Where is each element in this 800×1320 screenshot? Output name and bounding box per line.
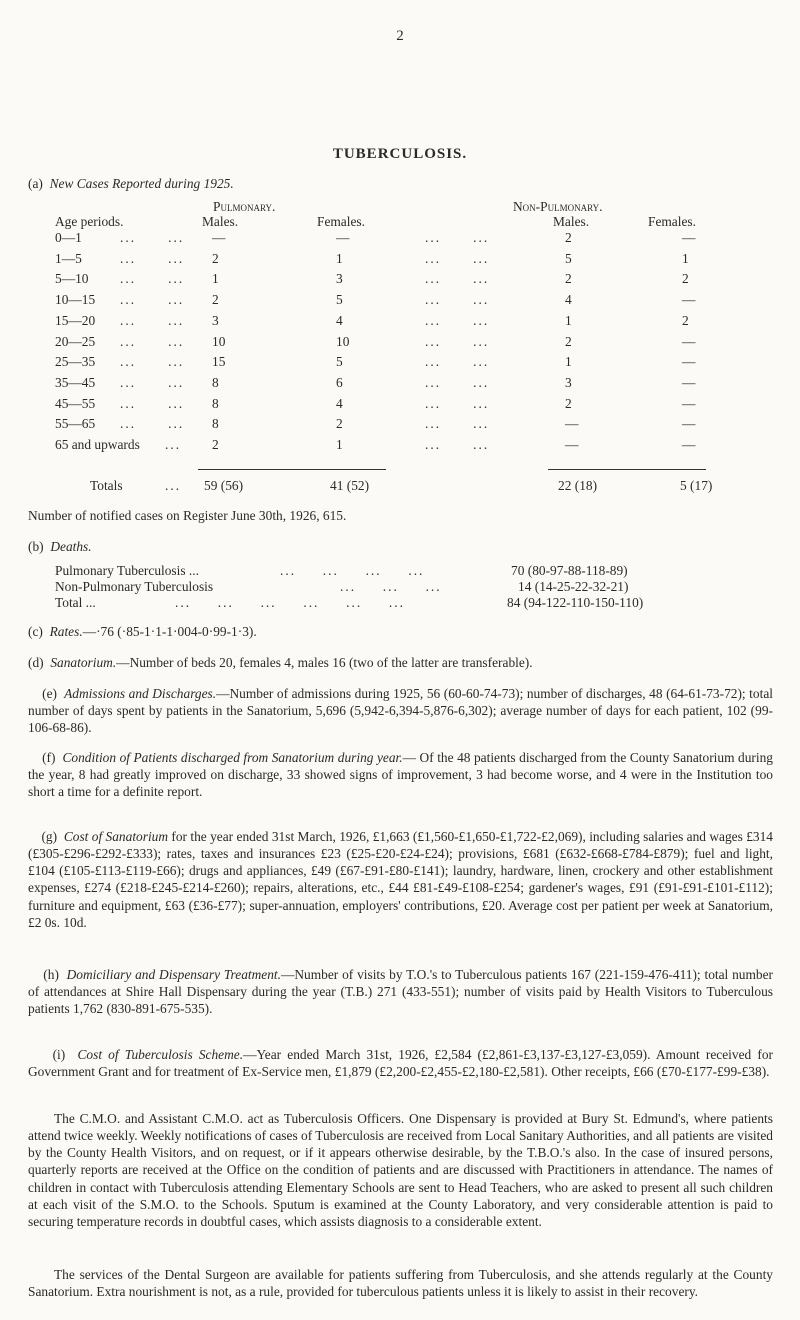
- section-b-title: Deaths.: [50, 539, 92, 554]
- deaths-row-pulmonary: [55, 562, 775, 578]
- pulmonary-group-header: Pulmonary.: [213, 199, 276, 214]
- age-period-cell: 65 and upwards: [55, 437, 140, 452]
- col-header-pulmonary-males: Males.: [202, 214, 239, 229]
- leader-dots: ... ...: [120, 312, 185, 328]
- totals-pulmonary-males: 59 (56): [204, 478, 244, 493]
- deaths-row-non-pulmonary: [55, 578, 775, 594]
- age-period-cell: 45—55: [55, 395, 96, 411]
- section-i-text: —Year ended March 31st, 1926, £2,584 (£2,861-£3,137-£3,127-£3,059). Amount received for Government Grant and for treatment of Ex-Service men, £1,879 (£2,200-£2,455-£2,180-£2,581). Other receipts, £66 (£70-£177-£99-£38).: [28, 1047, 773, 1080]
- pulmonary-females-cell: 5: [336, 292, 343, 308]
- col-header-non-pulmonary-males: Males.: [553, 214, 590, 229]
- non-pulmonary-females-cell: —: [682, 395, 696, 411]
- leader-dots: ... ...: [425, 292, 490, 308]
- pulmonary-females-cell: 4: [336, 312, 343, 328]
- pulmonary-females-cell: 4: [336, 395, 343, 411]
- pulmonary-males-cell: 10: [212, 333, 226, 349]
- page-number: 2: [396, 28, 404, 44]
- non-pulmonary-females-cell: —: [682, 230, 696, 245]
- section-a-title: New Cases Reported during 1925.: [49, 176, 234, 191]
- leader-dots: ... ...: [425, 354, 490, 370]
- leader-dots: ... ...: [120, 354, 185, 370]
- pulmonary-females-cell: 1: [336, 437, 343, 452]
- age-period-cell: 1—5: [55, 250, 82, 266]
- pulmonary-males-cell: 8: [212, 395, 219, 411]
- pulmonary-males-cell: 8: [212, 374, 219, 390]
- section-d-title: Sanatorium.: [50, 655, 117, 670]
- section-e-title: Admissions and Discharges.: [64, 686, 217, 701]
- non-pulmonary-females-cell: —: [682, 416, 696, 432]
- pulmonary-males-cell: 8: [212, 416, 219, 432]
- section-h-title: Domiciliary and Dispensary Treatment.: [66, 967, 281, 982]
- age-period-cell: 0—1: [55, 230, 82, 245]
- age-period-cell: 20—25: [55, 333, 96, 349]
- leader-dots: ... ...: [120, 395, 185, 411]
- section-g-label: (g): [41, 829, 58, 844]
- pulmonary-females-cell: —: [336, 230, 350, 245]
- non-pulmonary-males-cell: —: [565, 437, 579, 452]
- leader-dots: ... ...: [120, 333, 185, 349]
- section-g-title: Cost of Sanatorium: [63, 829, 169, 844]
- dental-surgeon-paragraph: The services of the Dental Surgeon are available for patients suffering from Tuberculosis, and she attends regularly at the County Sanatorium. Extra nourishment is not, as a rule, provided for tuberculous patients unless it is likely to assist in their recovery.: [28, 1267, 773, 1300]
- col-header-age: Age periods.: [55, 214, 124, 229]
- table-row: [0, 415, 800, 431]
- totals-label: Totals: [90, 478, 123, 493]
- deaths-label: Total ...: [55, 595, 96, 610]
- totals-rule-non-pulmonary: [548, 469, 706, 470]
- non-pulmonary-females-cell: —: [682, 354, 696, 370]
- pulmonary-females-cell: 5: [336, 354, 343, 370]
- section-a-heading: [28, 175, 234, 192]
- pulmonary-females-cell: 1: [336, 250, 343, 266]
- pulmonary-females-cell: 10: [336, 333, 350, 349]
- non-pulmonary-females-cell: —: [682, 292, 696, 308]
- leader-dots: ... ...: [120, 292, 185, 308]
- section-i-title: Cost of Tuberculosis Scheme.: [77, 1047, 244, 1062]
- section-e-label: (e): [42, 686, 58, 701]
- pulmonary-males-cell: 15: [212, 354, 226, 370]
- leader-dots: ... ...: [425, 250, 490, 266]
- non-pulmonary-males-cell: 1: [565, 354, 572, 370]
- section-h-text: —Number of visits by T.O.'s to Tuberculous patients 167 (221-159-476-411); total number of attendances at Shire Hall Dispensary during the year (T.B.) 271 (433-551); number of visits paid by Health Visitors to Tuberculous patients 1,762 (830-891-675-535).: [28, 967, 774, 1017]
- non-pulmonary-group-header: Non-Pulmonary.: [513, 199, 603, 214]
- section-f-label: (f): [42, 750, 56, 765]
- non-pulmonary-males-cell: 5: [565, 250, 572, 266]
- pulmonary-females-cell: 2: [336, 416, 343, 432]
- non-pulmonary-females-cell: —: [682, 437, 696, 452]
- totals-rule-pulmonary: [198, 469, 386, 470]
- section-c-label: (c): [28, 624, 43, 639]
- age-period-cell: 55—65: [55, 416, 96, 432]
- section-d-text: —Number of beds 20, females 4, males 16 (two of the latter are transferable).: [116, 655, 533, 670]
- section-f-text: — Of the 48 patients discharged from the County Sanatorium during the year, 8 had greatly improved on discharge, 33 showed signs of improvement, 3 had become worse, and 4 were in the Institution too short a time for a definite report.: [28, 750, 773, 800]
- age-period-cell: 15—20: [55, 312, 96, 328]
- deaths-value: 70 (80-97-88-118-89): [511, 563, 628, 578]
- deaths-value: 84 (94-122-110-150-110): [507, 595, 644, 610]
- table-row: [0, 250, 800, 266]
- section-d-label: (d): [28, 655, 44, 670]
- age-period-cell: 10—15: [55, 292, 96, 308]
- deaths-label: Pulmonary Tuberculosis ...: [55, 563, 199, 578]
- non-pulmonary-males-cell: —: [565, 416, 579, 432]
- table-row: [0, 270, 800, 286]
- pulmonary-males-cell: 2: [212, 250, 219, 266]
- table-row: [0, 436, 800, 452]
- leader-dots: ... ... ... ...: [280, 563, 425, 578]
- non-pulmonary-males-cell: 2: [565, 230, 572, 245]
- leader-dots: ... ...: [425, 416, 490, 432]
- pulmonary-males-cell: 1: [212, 271, 219, 287]
- register-note: Number of notified cases on Register June 30th, 1926, 615.: [28, 508, 347, 523]
- leader-dots: ... ...: [425, 437, 490, 452]
- section-b-heading: [28, 538, 92, 555]
- leader-dots: ... ...: [120, 416, 185, 432]
- page-title: TUBERCULOSIS.: [332, 146, 468, 162]
- section-c-title: Rates.: [49, 624, 83, 639]
- pulmonary-males-cell: 2: [212, 437, 219, 452]
- col-header-non-pulmonary-females: Females.: [648, 214, 696, 229]
- deaths-label: Non-Pulmonary Tuberculosis: [55, 579, 214, 594]
- table-row: [0, 312, 800, 328]
- leader-dots: ... ...: [425, 374, 490, 390]
- section-i-label: (i): [52, 1047, 66, 1062]
- age-period-cell: 5—10: [55, 271, 89, 287]
- section-f: [28, 749, 773, 800]
- totals-non-pulmonary-males: 22 (18): [558, 478, 598, 493]
- totals-non-pulmonary-females: 5 (17): [680, 478, 713, 493]
- section-i: [28, 1046, 773, 1080]
- leader-dots: ... ...: [425, 312, 490, 328]
- table-row: [0, 229, 800, 245]
- totals-pulmonary-females: 41 (52): [330, 478, 370, 493]
- age-period-cell: 35—45: [55, 374, 96, 390]
- table-row: [0, 291, 800, 307]
- non-pulmonary-females-cell: 2: [682, 271, 689, 287]
- leader-dots: ... ...: [120, 230, 185, 245]
- section-d: [28, 654, 533, 671]
- leader-dots: ... ...: [120, 374, 185, 390]
- section-e: [28, 685, 773, 736]
- section-b-label: (b): [28, 539, 44, 554]
- leader-dots: ...: [165, 437, 182, 452]
- section-g: [28, 828, 773, 931]
- pulmonary-males-cell: —: [212, 230, 226, 245]
- pulmonary-males-cell: 3: [212, 312, 219, 328]
- leader-dots: ... ...: [425, 395, 490, 411]
- totals-row: [0, 477, 800, 493]
- non-pulmonary-males-cell: 2: [565, 395, 572, 411]
- tuberculosis-officers-paragraph: The C.M.O. and Assistant C.M.O. act as Tuberculosis Officers. One Dispensary is provided at Bury St. Edmund's, where patients attend twice weekly. Weekly notifications of cases of Tuberculosis are received from Local Sanitary Authorities, and all patients are visited by the County Health Visitors, and on request, or if it appears otherwise desirable, by the T.B.O.'s also. In the case of insured persons, quarterly reports are received at the Office on the condition of patients and are discussed with Practitioners in attendance. The names of children in contact with Tuberculosis attending Elementary Schools are sent to Head Teachers, who are asked to present all such children at each visit of the S.M.O. to the Schools. Sputum is examined at the County Laboratory, and very considerable attention is paid to securing temperature records in doubtful cases, which assists diagnosis to a considerable extent.: [28, 1111, 773, 1229]
- leader-dots: ... ...: [425, 333, 490, 349]
- non-pulmonary-females-cell: —: [682, 374, 696, 390]
- non-pulmonary-females-cell: —: [682, 333, 696, 349]
- leader-dots: ... ... ...: [340, 579, 442, 594]
- pulmonary-males-cell: 2: [212, 292, 219, 308]
- leader-dots: ... ...: [120, 271, 185, 287]
- pulmonary-females-cell: 3: [336, 271, 343, 287]
- non-pulmonary-males-cell: 2: [565, 333, 572, 349]
- col-header-pulmonary-females: Females.: [317, 214, 365, 229]
- section-c-text: —·76 (·85-1·1-1·004-0·99-1·3).: [82, 624, 257, 639]
- non-pulmonary-males-cell: 4: [565, 292, 572, 308]
- deaths-row-total: [55, 594, 775, 610]
- section-h: [28, 966, 773, 1017]
- non-pulmonary-males-cell: 3: [565, 374, 572, 390]
- non-pulmonary-males-cell: 2: [565, 271, 572, 287]
- leader-dots: ...: [165, 478, 182, 493]
- age-period-cell: 25—35: [55, 354, 96, 370]
- deaths-value: 14 (14-25-22-32-21): [518, 579, 629, 594]
- leader-dots: ... ...: [120, 250, 185, 266]
- non-pulmonary-males-cell: 1: [565, 312, 572, 328]
- leader-dots: ... ... ... ... ... ...: [175, 595, 405, 610]
- leader-dots: ... ...: [425, 230, 490, 245]
- non-pulmonary-females-cell: 1: [682, 250, 689, 266]
- section-c: [28, 623, 257, 640]
- section-h-label: (h): [43, 967, 59, 982]
- table-row: [0, 395, 800, 411]
- pulmonary-females-cell: 6: [336, 374, 343, 390]
- section-f-title: Condition of Patients discharged from Sanatorium during year.: [62, 750, 403, 765]
- section-g-text: for the year ended 31st March, 1926, £1,663 (£1,560-£1,650-£1,722-£2,069), including salaries and wages £314 (£305-£296-£292-£333); rates, taxes and insurances £23 (£25-£20-£24-£24); provisions, £681 (£632-£668-£784-£879); fuel and light, £104 (£105-£113-£119-£66); drugs and appliances, £49 (£67-£91-£80-£141); laundry, hardware, linen, crockery and other establishment expenses, £274 (£218-£245-£214-£260); repairs, alterations, etc., £44 £81-£49-£108-£254; gardener's wages, £91 (£91-£91-£101-£112); furniture and equipment, £63 (£36-£77); super-annuation, employers' contributions, £20. Average cost per patient per week at Sanatorium, £2 0s. 10d.: [28, 829, 773, 930]
- table-row: [0, 374, 800, 390]
- non-pulmonary-females-cell: 2: [682, 312, 689, 328]
- table-row: [0, 353, 800, 369]
- section-e-text: —Number of admissions during 1925, 56 (60-60-74-73); number of discharges, 48 (64-61-73-72); total number of days spent by patients in the Sanatorium, 5,696 (5,942-6,394-5,876-6,302); average number of days for each patient, 102 (99-106-68-86).: [28, 686, 773, 736]
- table-row: [0, 333, 800, 349]
- leader-dots: ... ...: [425, 271, 490, 287]
- section-a-label: (a): [28, 176, 43, 191]
